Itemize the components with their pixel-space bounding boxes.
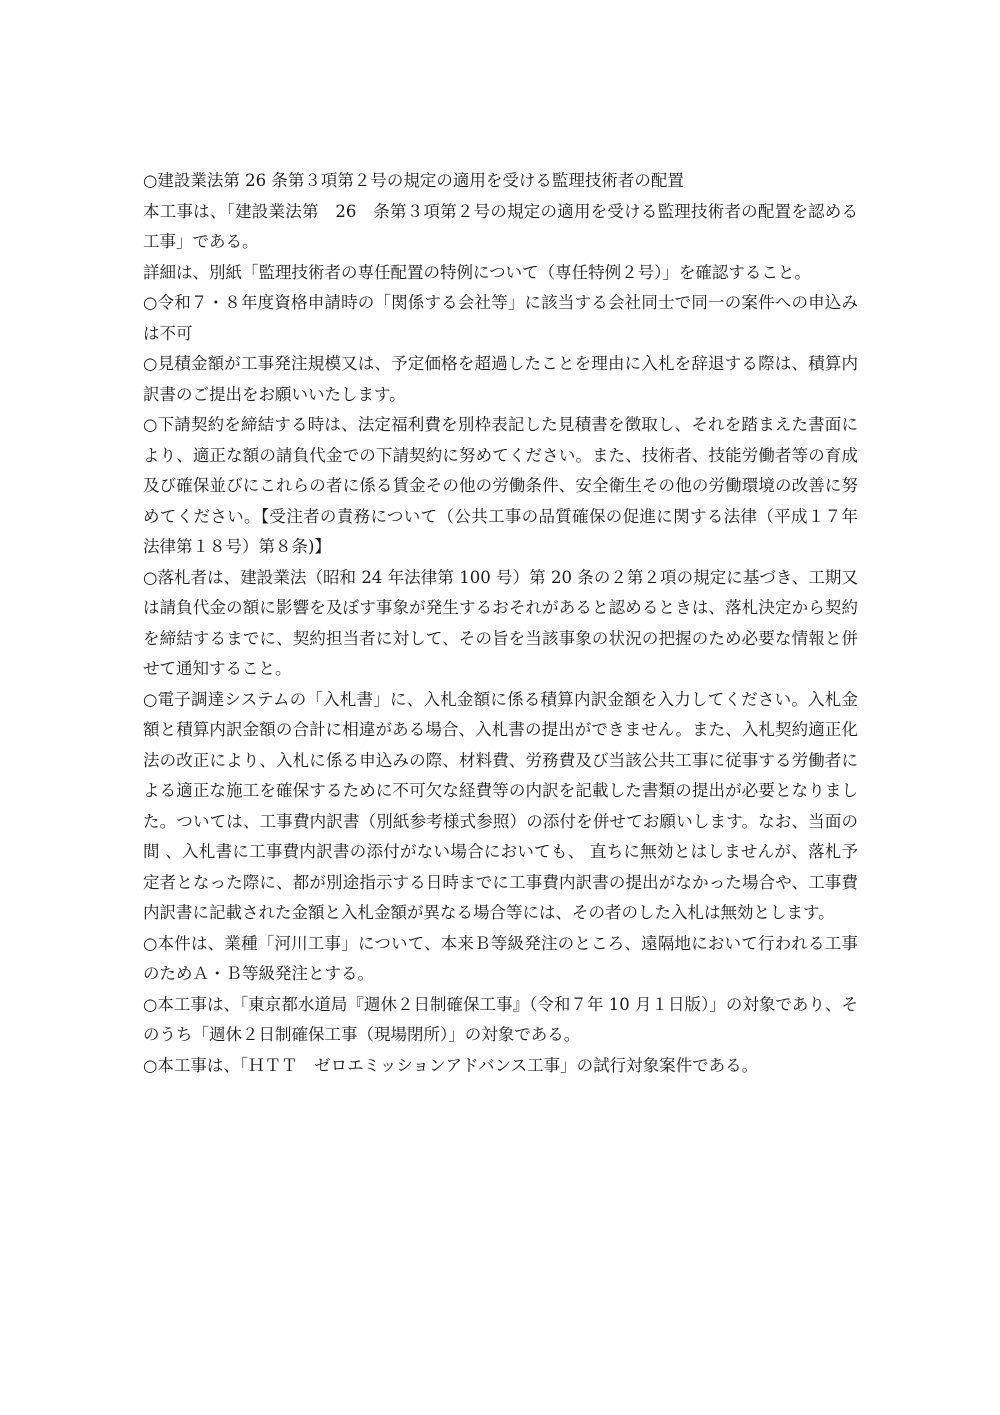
paragraph-related-companies: ○令和７・８年度資格申請時の「関係する会社等」に該当する会社同士で同一の案件への申込みは不可 — [143, 293, 858, 343]
paragraph-zero-emission: ○本工事は、「ＨＴＴ ゼロエミッションアドバンス工事」の試行対象案件である。 — [143, 1055, 759, 1075]
heading-supervising-engineer-placement: ○建設業法第 26 条第３項第２号の規定の適用を受ける監理技術者の配置 — [143, 171, 684, 190]
paragraph-supervising-engineer-work: 本工事は、「建設業法第 26 条第３項第２号の規定の適用を受ける監理技術者の配置を認める工事」である。 — [143, 201, 858, 251]
paragraph-successful-bidder: ○落札者は、建設業法（昭和 24 年法律第 100 号）第 20 条の２第２項の規定に基づき、工期又は請負代金の額に影響を及ぼす事象が発生するおそれがあると認めるときは、落札決定から契約を締結するまでに、契約担当者に対して、その旨を当該事象の状況の把握のため必要な情報と併せて通知すること。 — [143, 567, 858, 678]
document-body — [143, 166, 858, 1081]
paragraph-electronic-procurement: ○電子調達システムの「入札書」に、入札金額に係る積算内訳金額を入力してください。入札金額と積算内訳金額の合計に相違がある場合、入札書の提出ができません。また、入札契約適正化法の改正により、入札に係る申込みの際、材料費、労務費及び当該公共工事に従事する労働者による適正な施工を確保するために不可欠な経費等の内訳を記載した書類の提出が必要となりました。ついては、工事費内訳書（別紙参考様式参照）の添付を併せてお願いします。なお、当面の間 、入札書に工事費内訳書の添付がない場合においても、 直ちに無効とはしませんが、落札予定者となった際に、都が別途指示する日時までに工事費内訳書の提出がなかった場合や、工事費内訳書に記載された金額と入札金額が異なる場合等には、その者のした入札は無効とします。 — [143, 689, 858, 922]
paragraph-details-reference: 詳細は、別紙「監理技術者の専任配置の特例について（専任特例２号）」を確認すること。 — [143, 262, 811, 282]
paragraph-river-works-grade: ○本件は、業種「河川工事」について、本来Ｂ等級発注のところ、遠隔地において行われる工事のためＡ・Ｂ等級発注とする。 — [143, 933, 858, 983]
paragraph-estimate-withdrawal: ○見積金額が工事発注規模又は、予定価格を超過したことを理由に入札を辞退する際は、積算内訳書のご提出をお願いいたします。 — [143, 354, 858, 404]
paragraph-two-day-weekend: ○本工事は、「東京都水道局『週休２日制確保工事』（令和７年 10 月１日版）」の対象であり、そのうち「週休２日制確保工事（現場閉所）」の対象である。 — [143, 994, 858, 1044]
paragraph-subcontract: ○下請契約を締結する時は、法定福利費を別枠表記した見積書を徴取し、それを踏まえた書面により、適正な額の請負代金での下請契約に努めてください。また、技術者、技能労働者等の育成及び確保並びにこれらの者に係る賃金その他の労働条件、安全衛生その他の労働環境の改善に努めてください。【受注者の責務について（公共工事の品質確保の促進に関する法律（平成１７年法律第１８号）第８条)】 — [143, 415, 859, 556]
